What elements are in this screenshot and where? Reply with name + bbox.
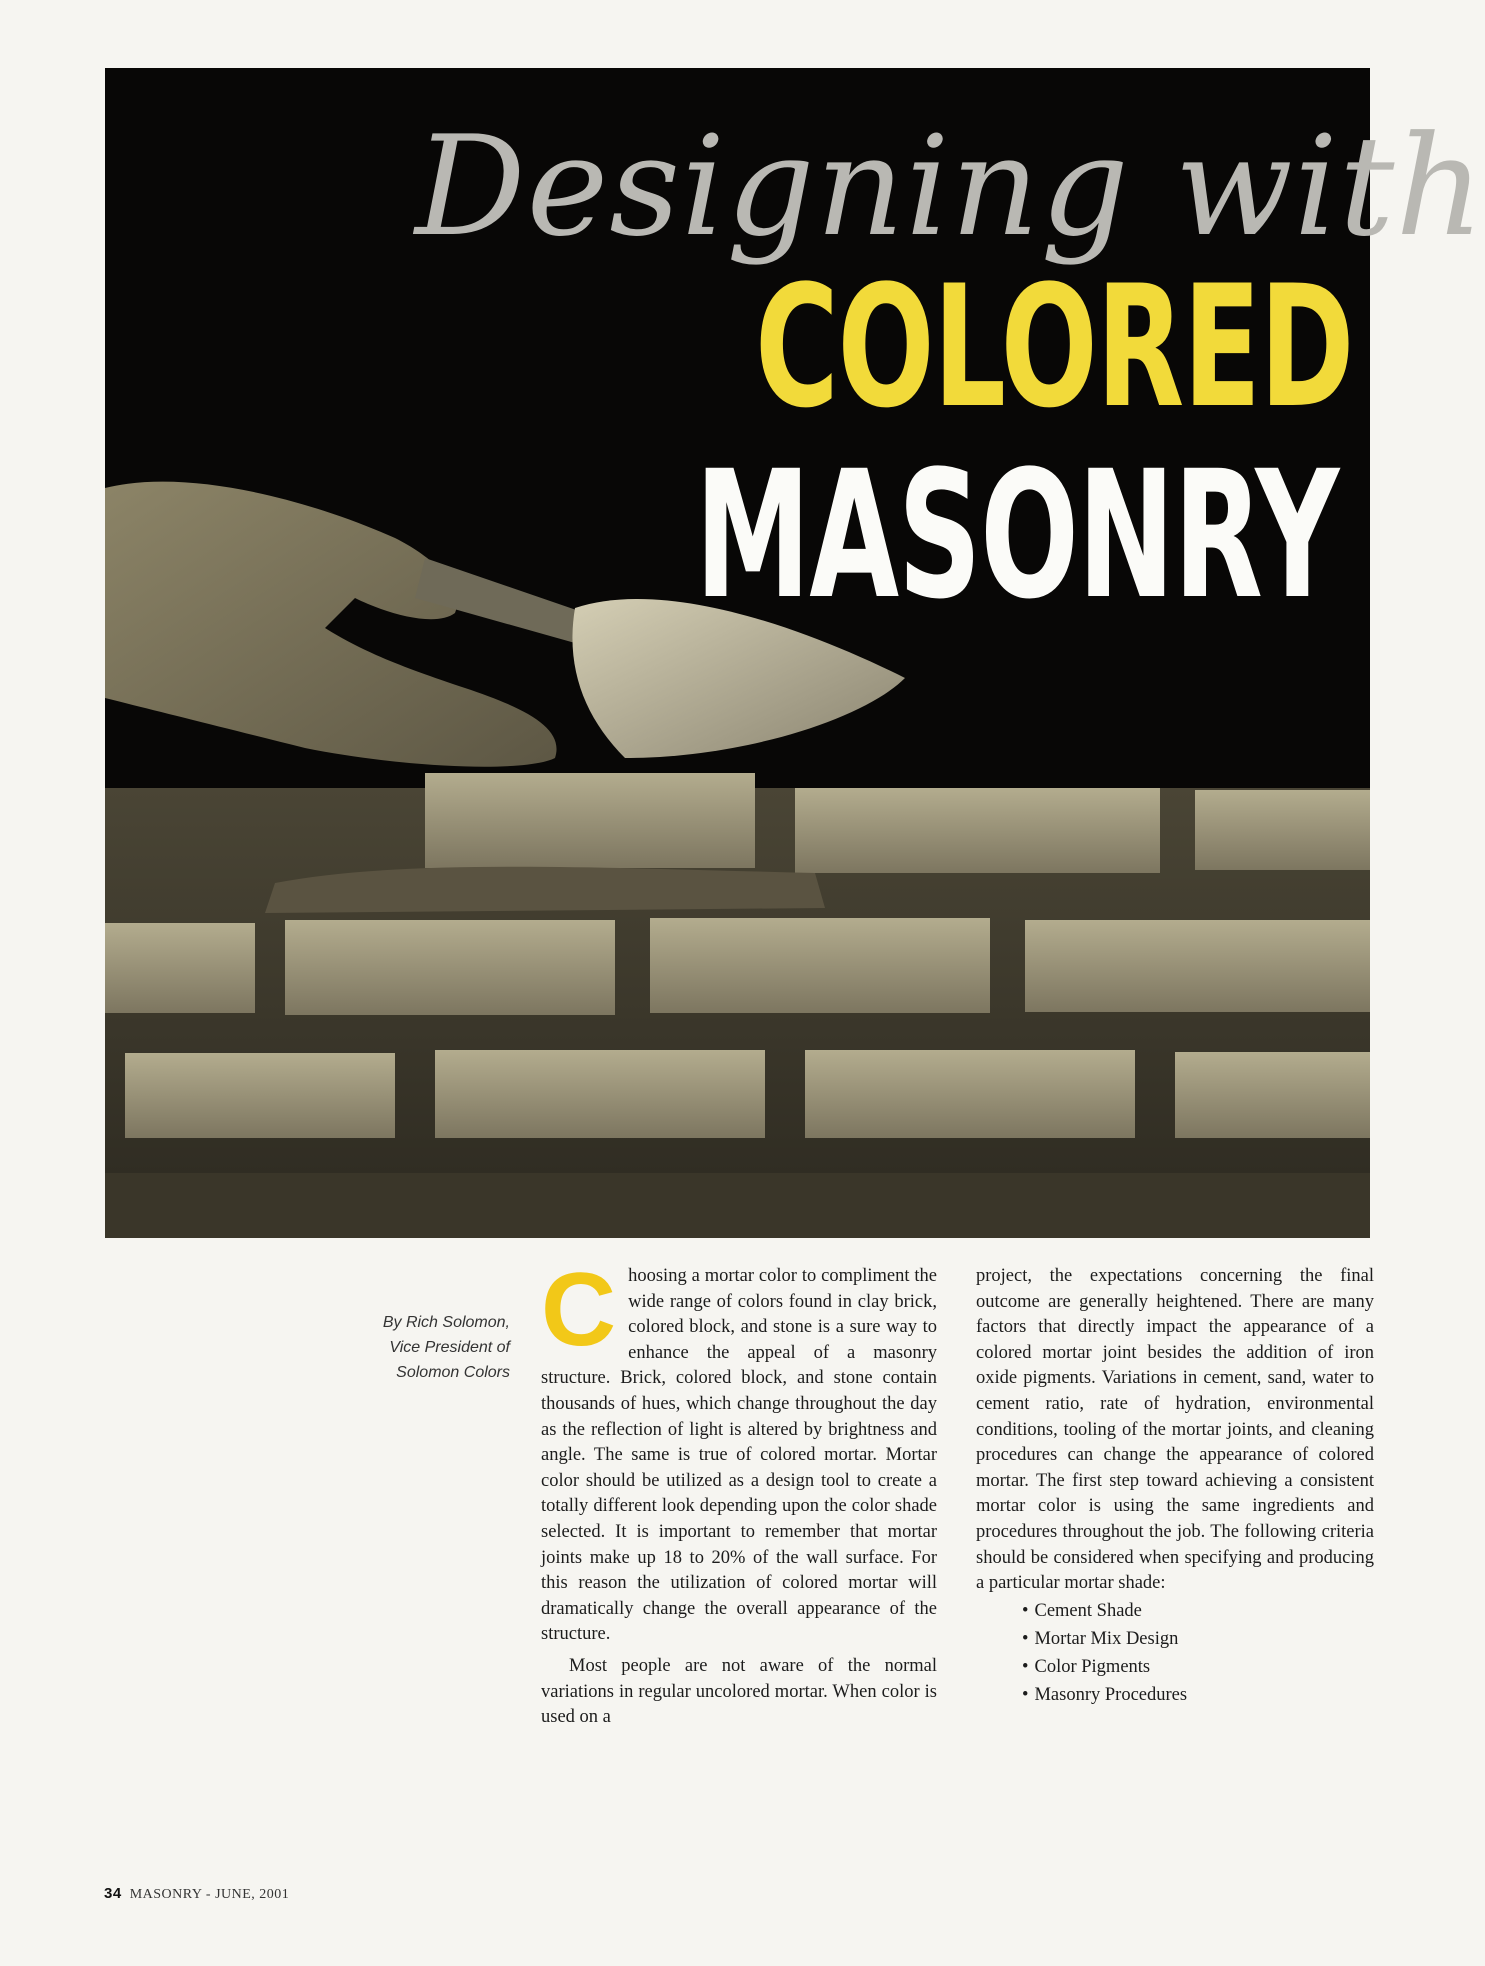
title-script: Designing with xyxy=(415,106,1485,267)
page-number: 34 xyxy=(104,1885,122,1902)
list-item: • Mortar Mix Design xyxy=(1022,1625,1374,1653)
paragraph-1-text: hoosing a mortar color to compliment the wide range of colors found in clay brick, colored block, and stone is a sure way to enhance the appeal of a masonry structure. Brick, colored block, and stone contain thousands of hues, which change throughout the day as the reflection of light is altered by brightness and angle. The same is true of colored mortar. Mortar color should be utilized as a design tool to create a totally different look depending upon the color shade selected. It is important to remember that mortar joints make up 18 to 20% of the wall surface. For this reason the utilization of colored mortar will dramatically change the overall appearance of the structure. xyxy=(541,1266,937,1645)
list-item: • Masonry Procedures xyxy=(1022,1681,1374,1709)
byline-title: Vice President of xyxy=(389,1339,510,1356)
paragraph-2: Most people are not aware of the normal variations in regular uncolored mortar. When color is used on a xyxy=(541,1655,937,1728)
byline-author: By Rich Solomon, xyxy=(382,1314,510,1331)
title-masonry: MASONRY xyxy=(695,433,1339,638)
criteria-list xyxy=(976,1597,1374,1709)
hero-photo xyxy=(105,68,1485,1238)
list-item: • Cement Shade xyxy=(1022,1597,1374,1625)
dropcap: C xyxy=(541,1252,617,1368)
byline-company: Solomon Colors xyxy=(396,1364,510,1381)
title-colored: COLORED xyxy=(755,249,1354,445)
article-column-1 xyxy=(541,1252,937,1731)
footer-text: MASONRY - JUNE, 2001 xyxy=(129,1887,290,1902)
article-column-2 xyxy=(976,1264,1374,1709)
byline xyxy=(300,1310,510,1385)
list-item: • Color Pigments xyxy=(1022,1653,1374,1681)
page-footer xyxy=(104,1885,289,1903)
paragraph-1 xyxy=(541,1252,937,1648)
paragraph-3: project, the expectations concerning the final outcome are generally heightened. There are many factors that directly impact the appearance of a colored mortar joint besides the addition of iron oxide pigments. Variations in cement, sand, water to cement ratio, rate of hydration, environmental conditions, tooling of the mortar joints, and cleaning procedures can change the appearance of colored mortar. The first step toward achieving a consistent mortar color is using the same ingredients and procedures throughout the job. The following criteria should be considered when specifying and producing a particular mortar shade: xyxy=(976,1266,1374,1594)
